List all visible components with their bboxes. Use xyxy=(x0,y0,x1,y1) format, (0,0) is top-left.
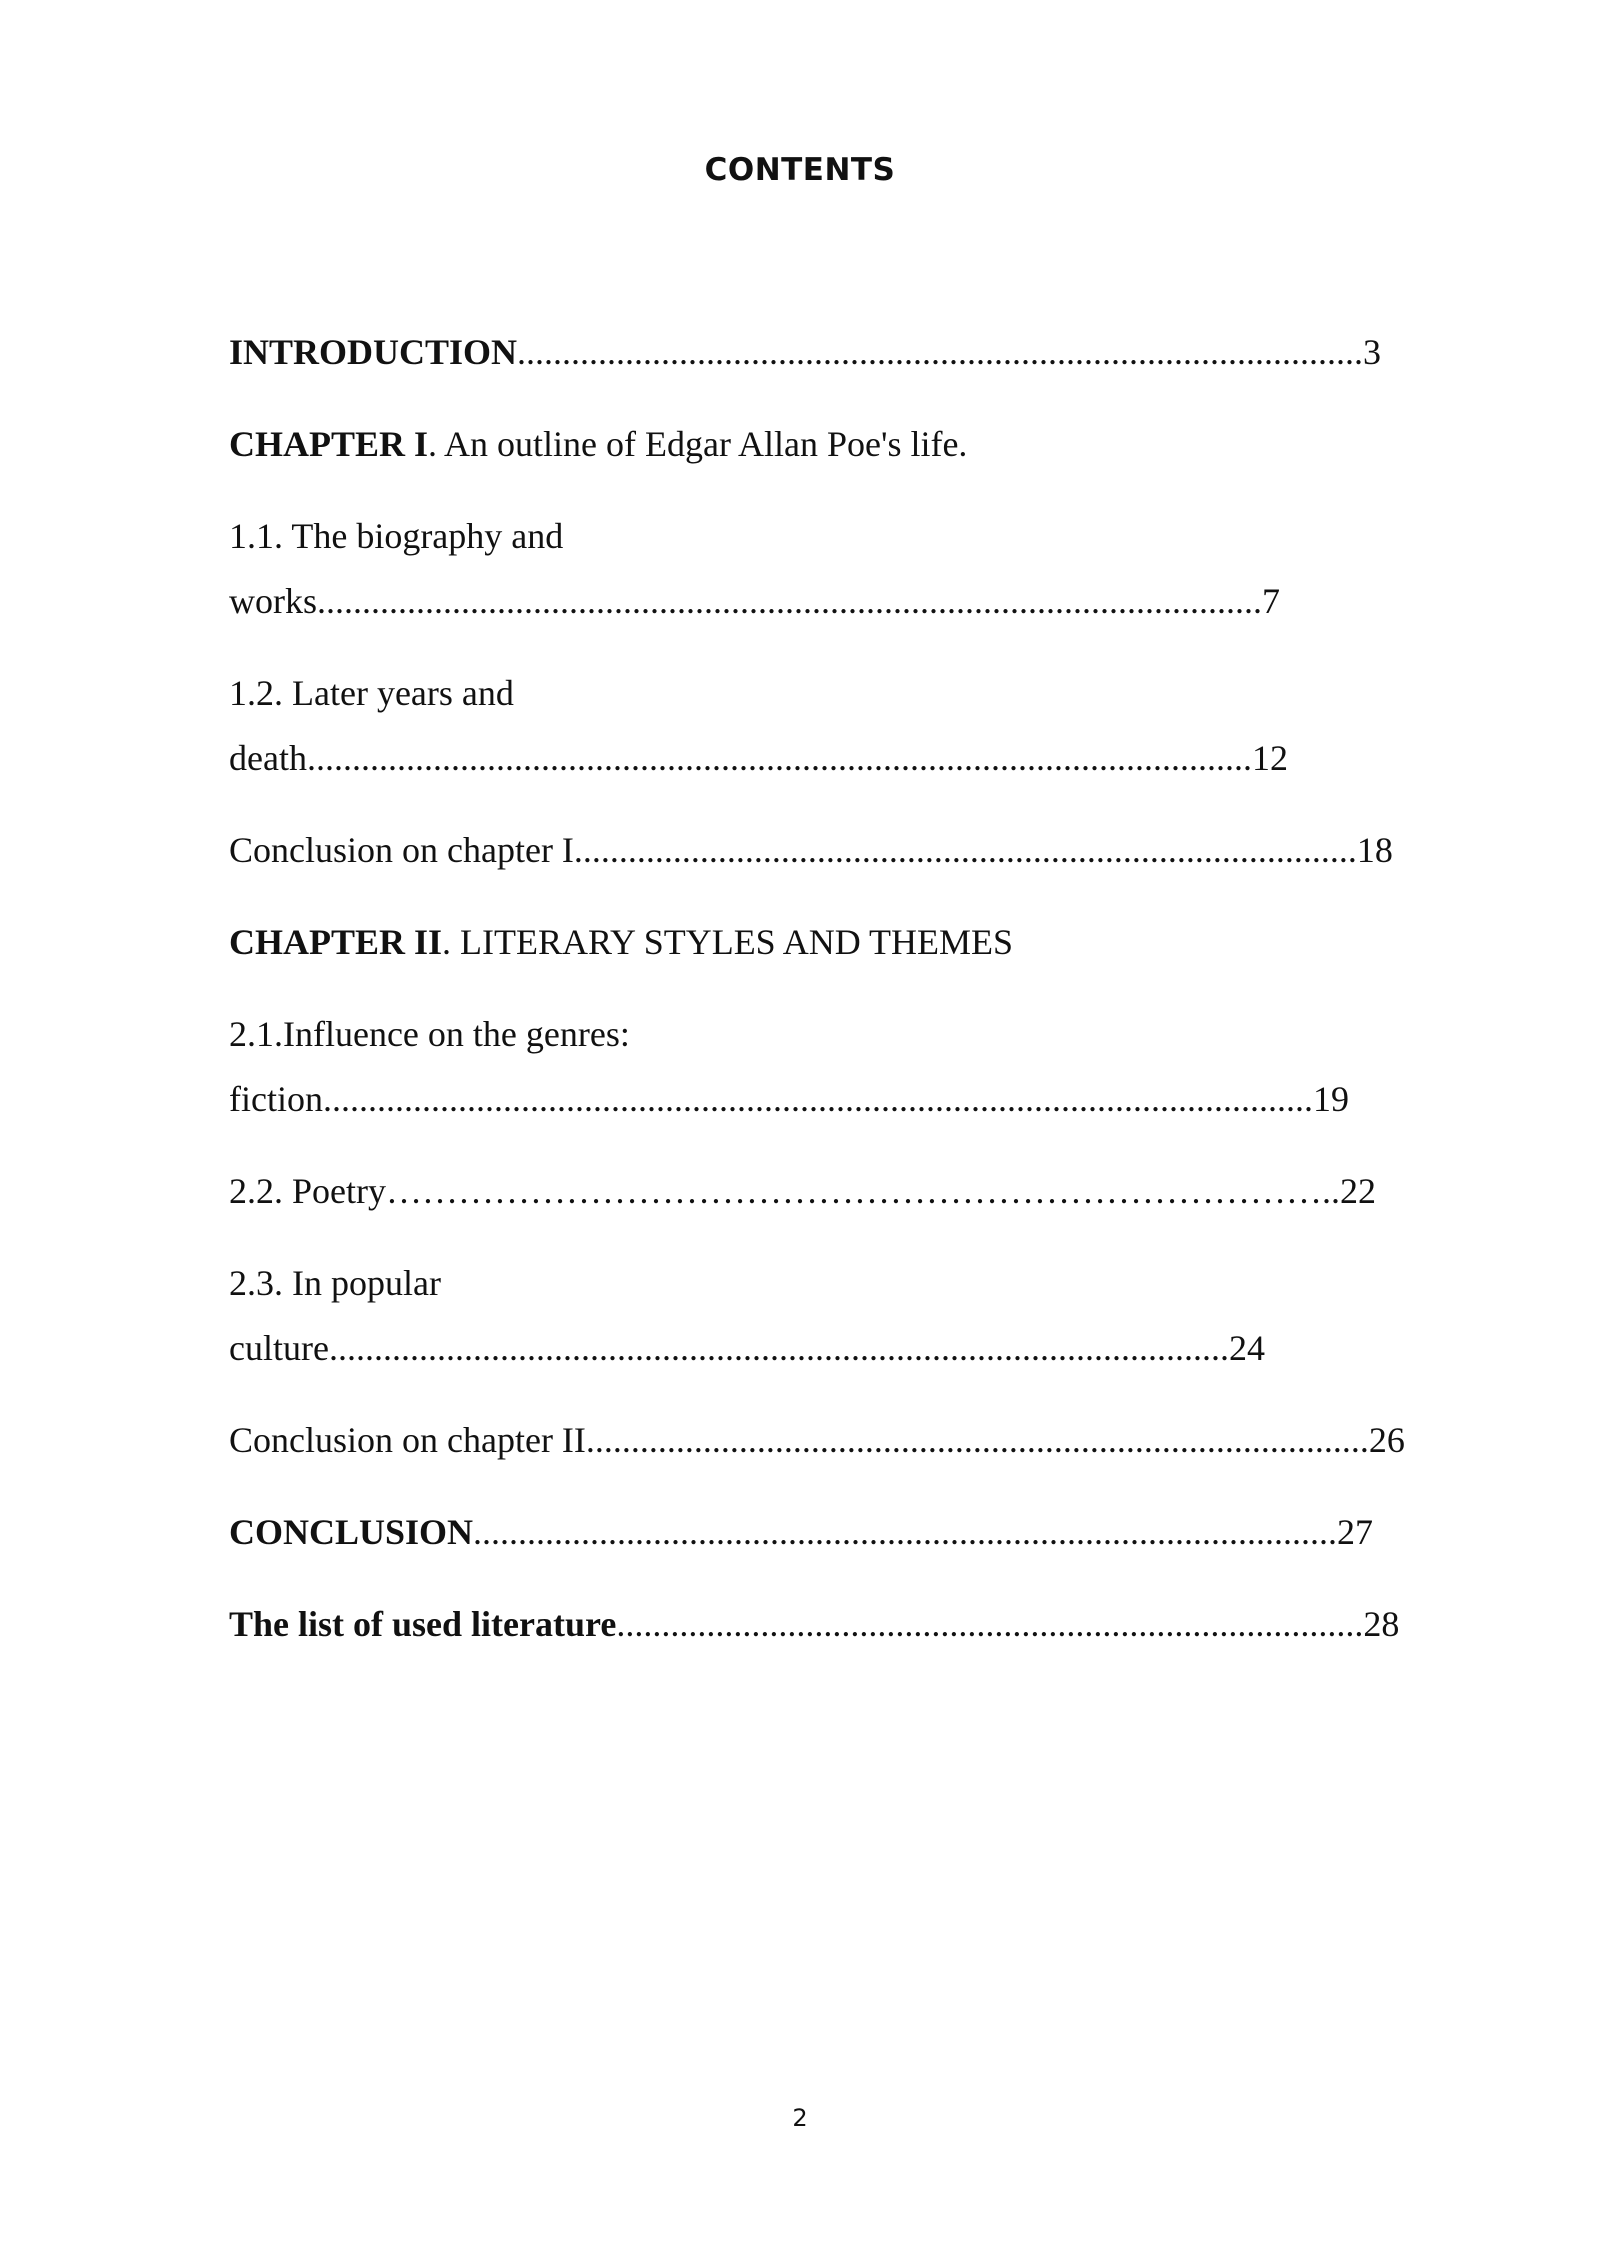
toc-entry-2-2 xyxy=(229,1169,1376,1213)
toc-leader-dots: ....................................................................................... xyxy=(585,1420,1369,1460)
toc-entry-text: 2.3. In popular xyxy=(229,1263,441,1303)
toc-entry-1-1-line-1 xyxy=(229,514,563,558)
toc-entry-literature xyxy=(229,1602,1399,1646)
toc-entry-introduction xyxy=(229,330,1381,374)
toc-entry-1-2-line-1 xyxy=(229,671,514,715)
toc-entry-text: Conclusion on chapter II xyxy=(229,1420,586,1460)
toc-page-number: 7 xyxy=(1262,581,1280,621)
toc-entry-text: 1.2. Later years and xyxy=(229,673,514,713)
page-title: CONTENTS xyxy=(704,152,896,188)
toc-entry-1-1-line-2 xyxy=(229,579,1280,623)
toc-page-number: 18 xyxy=(1356,830,1393,870)
toc-entry-text: culture xyxy=(229,1328,329,1368)
toc-entry-chapter-2 xyxy=(229,920,1013,964)
toc-entry-2-3-line-2 xyxy=(229,1326,1265,1370)
toc-entry-conclusion xyxy=(229,1510,1373,1554)
toc-entry-conclusion-chapter-1 xyxy=(229,828,1393,872)
toc-page-number: 12 xyxy=(1251,738,1288,778)
toc-entry-text: . An outline of Edgar Allan Poe's life. xyxy=(428,424,968,464)
toc-entry-2-1-line-1 xyxy=(229,1012,630,1056)
toc-entry-text: . LITERARY STYLES AND THEMES xyxy=(442,922,1014,962)
toc-entry-text: 2.1.Influence on the genres: xyxy=(229,1014,630,1054)
toc-entry-text: death xyxy=(229,738,307,778)
toc-entry-text: Conclusion on chapter I xyxy=(229,830,574,870)
toc-entry-2-3-line-1 xyxy=(229,1261,441,1305)
toc-entry-heading: CHAPTER II xyxy=(229,922,443,962)
toc-entry-chapter-1 xyxy=(229,422,967,466)
toc-entry-heading: The list of used literature xyxy=(229,1604,617,1644)
toc-entry-heading: CONCLUSION xyxy=(229,1512,474,1552)
toc-page-number: 27 xyxy=(1337,1512,1374,1552)
toc-entry-text: 2.2. Poetry xyxy=(229,1171,386,1211)
toc-page-number: 22 xyxy=(1340,1171,1376,1211)
toc-entry-text: 1.1. The biography and xyxy=(229,516,564,556)
toc-leader-dots: ......................................................................................................... xyxy=(306,738,1252,778)
toc-entry-conclusion-chapter-2 xyxy=(229,1418,1405,1462)
toc-leader-dots: ................................................................................... xyxy=(616,1604,1364,1644)
toc-entry-2-1-line-2 xyxy=(229,1077,1349,1121)
toc-page-number: 19 xyxy=(1312,1079,1349,1119)
toc-leader-dots: .................................................................................................... xyxy=(328,1328,1229,1368)
toc-page-number: 26 xyxy=(1368,1420,1405,1460)
toc-entry-heading: CHAPTER I xyxy=(229,424,429,464)
toc-entry-text: fiction xyxy=(229,1079,323,1119)
page-number: 2 xyxy=(792,2104,808,2132)
toc-leader-dots: .............................................................................................................. xyxy=(322,1079,1313,1119)
toc-entry-1-2-line-2 xyxy=(229,736,1288,780)
toc-leader-dots: ................................................................................................ xyxy=(473,1512,1338,1552)
toc-page-number: 28 xyxy=(1363,1604,1400,1644)
toc-leader-dots: ......................................................................................................... xyxy=(317,581,1262,621)
toc-page-number: 24 xyxy=(1228,1328,1265,1368)
toc-leader-dots: ....................................................................................... xyxy=(573,830,1357,870)
toc-leader-dots: …………………………………………………………………….. xyxy=(386,1171,1340,1211)
toc-page-number: 3 xyxy=(1363,332,1382,372)
toc-entry-text: works xyxy=(229,581,317,621)
toc-entry-heading: INTRODUCTION xyxy=(229,332,518,372)
toc-leader-dots: .............................................................................................. xyxy=(517,332,1364,372)
